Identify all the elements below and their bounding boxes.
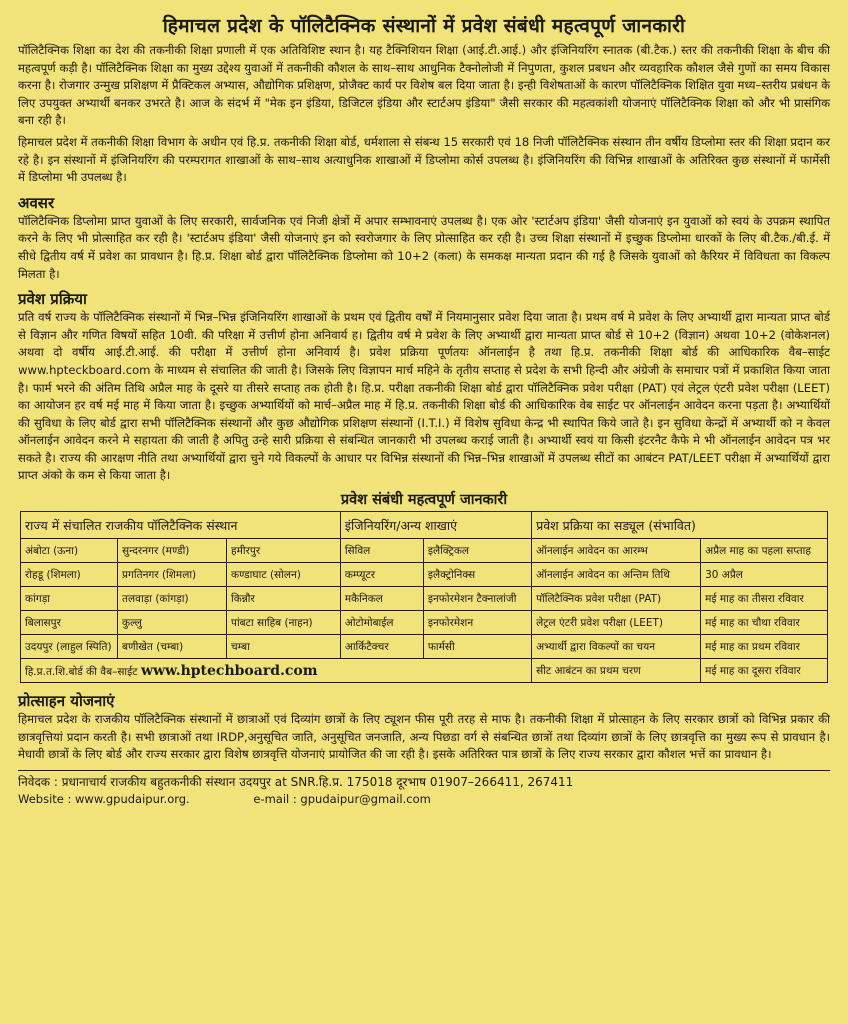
table-cell: कण्डाघाट (सोलन) xyxy=(227,563,341,587)
table-cell: ऑनलाईन आवेदन का आरम्भ xyxy=(532,539,701,563)
table-header-row xyxy=(21,512,828,539)
table-row xyxy=(21,587,828,611)
table-cell: इनफोरमेशन xyxy=(423,611,531,635)
footer-requester: निवेदक : प्रधानाचार्य राजकीय बहुतकनीकी संस्थान उदयपुर at SNR.हि.प्र. 175018 दूरभाष 01907–266411, 267411 xyxy=(18,774,574,789)
table-cell: मई माह का दूसरा रविवार xyxy=(701,659,828,683)
website-prefix: हि.प्र.त.शि.बोर्ड की वैब–साईट xyxy=(25,665,138,678)
board-website-link[interactable]: www.hptechboard.com xyxy=(140,662,318,679)
admission-paragraph: प्रति वर्ष राज्य के पॉलिटैक्निक संस्थानों में भिन्न–भिन्न इंजिनियरिंग शाखाओं के प्रथम एवं द्वितीय वर्षों में नियमानुसार प्रवेश दिया जाता है। प्रथम वर्ष मे प्रवेश के लिए अभ्यार्थी द्वारा मान्यता प्राप्त बोर्ड से विज्ञान और गणित विषयों सहित 10वी. की परिक्षा में उत्तीर्ण होना अनिवार्य ह। द्वितीय वर्ष मे प्रवेश के लिए अभ्यार्थी द्वारा मान्यता प्राप्त बोर्ड से 10+2 (विज्ञान) अथवा 10+2 (वोकेशनल) अथवा दो वर्षीय आई.टी.आई. की परीक्षा में उत्तीर्ण होना अनिवार्य है। प्रवेश प्रक्रिया पूर्णतयः ऑनलाईन है तथा हि.प्र. तकनीकी शिक्षा बोर्ड की आधिकारिक वैब–साईट www.hpteckboard.com के माध्यम से संचालित की जाती है। जिसके लिए विज्ञापन मार्च महिने के तृतीय सप्ताह से प्रदेश के सभी हिन्दी और अंग्रेजी के समाचार पत्रों में प्रकाशित किया जाता है। फार्म भरने की अंतिम तिथि अप्रैल माह के दूसरे या तीसरे सप्ताह तक होती है। हि.प्र. परीक्षा तकनीकी शिक्षा बोर्ड द्वारा पॉलिटैक्निक प्रवेश परीक्षा (PAT) एवं लेट्रल एंटरी प्रवेश परीक्षा (LEET) का आयोजन हर वर्ष मई माह में किया जाता है। इच्छुक अभ्यार्थियों को मार्च–अप्रैल माह में हि.प्र. तकनीकी शिक्षा बोर्ड की आधिकारिक वेब साईट पर ऑनलाईन आवेदन करना पड़ता है। अभ्यार्थियों की सुविधा के लिए बोर्ड द्वारा सभी पॉलिटैक्निक संस्थानों और कुछ औद्योगिक प्रशिक्षण संस्थानों (I.T.I.) में विशेष सुविधा केन्द्र भी स्थापित किये जाते है। इन सुविधा केन्द्रों में अभ्यार्थी को न केवल ऑनलाईन आवेदन करने मे सहायता की जाती है अपितु उन्हे सारी प्रक्रिया से संबन्धित जानकारी भी उपलब्ध कराई जाती है। अभ्यार्थी स्वयं या किसी इंटरनैट कैफे मे भी ऑनलाईन आवेदन पत्र भर सकते है। राज्य की आरक्षण नीति तथा अभ्यार्थियों द्वारा चुने गये विकल्पों के आधार पर विभिन्न संस्थानों की भिन्न–भिन्न शाखाओं में उपलब्ध सीटों का आबंटन PAT/LEET परीक्षा में अभ्यार्थियों द्वारा प्राप्त अंको के कम से किया जाता है। xyxy=(18,310,830,483)
table-cell: इलैक्ट्रिकल xyxy=(423,539,531,563)
table-cell: बणीखेत (चम्बा) xyxy=(118,635,227,659)
incentive-heading: प्रोत्साहन योजनाएं xyxy=(18,692,115,711)
table-cell: तलवाड़ा (कांगड़ा) xyxy=(118,587,227,611)
table-row xyxy=(21,539,828,563)
table-cell: ऑनलाईन आवेदन का अन्तिम तिथि xyxy=(532,563,701,587)
intro-paragraph-2: हिमाचल प्रदेश में तकनीकी शिक्षा विभाग के अधीन एवं हि.प्र. तकनीकी शिक्षा बोर्ड, धर्मशाला से संबन्ध 15 सरकारी एवं 18 निजी पॉलिटैक्निक संस्थान तीन वर्षीय डिप्लोमा स्तर की शिक्षा प्रदान कर रहे है। इन संस्थानों में इंजिनियरिंग की परम्परागत शाखाओं के साथ–साथ अत्याधुनिक शाखाओं में डिप्लोमा कोर्स उपलब्ध है। इंजिनियरिंग की विभिन्न शाखाओं के अतिरिक्त कुछ संस्थानों में फार्मेसी में डिप्लोमा भी उपलब्ध है। xyxy=(18,134,830,185)
table-cell: आर्किटैक्चर xyxy=(340,635,423,659)
table-row xyxy=(21,635,828,659)
footer-website[interactable]: Website : www.gpudaipur.org. xyxy=(18,791,190,806)
table-cell: लेट्रल एंटरी प्रवेश परीक्षा (LEET) xyxy=(532,611,701,635)
table-cell: सीट आबंटन का प्रथम चरण xyxy=(532,659,701,683)
table-cell: पांबटा साहिब (नाहन) xyxy=(227,611,341,635)
schedule-header: प्रवेश प्रक्रिया का सड्यूल (संभावित) xyxy=(532,512,828,539)
table-cell: अप्रैल माह का पहला सप्ताह xyxy=(701,539,828,563)
table-cell: कांगड़ा xyxy=(21,587,118,611)
institutes-header: राज्य में संचालित राजकीय पॉलिटैक्निक संस्थान xyxy=(21,512,341,539)
table-row xyxy=(21,659,828,683)
admission-heading: प्रवेश प्रक्रिया xyxy=(18,290,87,309)
opportunity-paragraph: पॉलिटैक्निक डिप्लोमा प्राप्त युवाओं के लिए सरकारी, सार्वजनिक एवं निजी क्षेत्रों में अपार सम्भावनाएं उपलब्ध है। एक ओर 'स्टार्टअप इंडिया' जैसी योजनाएं इन युवाओं को स्वयं के उपक्रम स्थापित करने के लिए भी प्रोत्साहित कर रही है। 'स्टार्टअप इंडिया' जैसी योजनाएं इन को स्वरोजगार के लिए प्रोत्साहित कर रही है। उच्च शिक्षा संस्थानों में इच्छुक डिप्लोमा धारकों के लिए बी.टैक./बी.ई. में सीधे द्वितीय वर्ष में प्रवेश का प्रावधान है। हि.प्र. शिक्षा बोर्ड द्वारा पॉलिटैक्निक डिप्लोमा को 10+2 (कला) के समकक्ष मान्यता प्रदान की गई है जिसके युवाओं को कैरियर में विविधता का विकल्प मिलता है। xyxy=(18,213,830,281)
footer-contacts xyxy=(18,791,830,808)
incentive-paragraph: हिमाचल प्रदेश के राजकीय पॉलिटैक्निक संस्थानों में छात्राओं एवं दिव्यांग छात्रों के लिए ट्यूशन फीस पूरी तरह से माफ है। तकनीकी शिक्षा में प्रोत्साहन के लिए सरकार छात्रों को विभिन्न प्रकार की छात्रवृत्तियां प्रदान करती है। सभी छात्राओं तथा IRDP,अनुसूचित जाति, अनुसूचित जनजाति, अन्य पिछडा वर्ग से संबन्धित छात्रों तथा दिव्यांग छात्रों के लिए छात्रवृत्ति का मुख्य रूप से प्रावधान है। मेधावी छात्रों के लिए बोर्ड और राज्य सरकार द्वारा विशेष छात्रवृत्ति योजनाएं प्रायोजित की जा रही है। इसके अतिरिक्त पात्र छात्रों के लिए राज्य सरकार द्वारा कौशल भत्तें का प्रावधान है। xyxy=(18,712,830,762)
table-cell: 30 अप्रैल xyxy=(701,563,828,587)
table-cell: बिलासपुर xyxy=(21,611,118,635)
table-cell: कम्प्यूटर xyxy=(340,563,423,587)
page-title: हिमाचल प्रदेश के पॉलिटैक्निक संस्थानों में प्रवेश संबंधी महत्वपूर्ण जानकारी xyxy=(162,15,686,37)
table-cell: हमीरपुर xyxy=(227,539,341,563)
branches-header: इंजिनियरिंग/अन्य शाखाएं xyxy=(340,512,531,539)
table-row xyxy=(21,611,828,635)
table-cell: किन्नौर xyxy=(227,587,341,611)
opportunity-heading: अवसर xyxy=(18,193,55,212)
table-cell: कुल्लु xyxy=(118,611,227,635)
table-cell: उदयपुर (लाहुल स्पिति) xyxy=(21,635,118,659)
footer-email[interactable]: e-mail : gpudaipur@gmail.com xyxy=(253,791,431,806)
table-cell: अंबोटा (ऊना) xyxy=(21,539,118,563)
table-cell: रोहडू (शिमला) xyxy=(21,563,118,587)
table-cell: इलैक्ट्रोनिक्स xyxy=(423,563,531,587)
table-cell: मई माह का प्रथम रविवार xyxy=(701,635,828,659)
table-cell: मई माह का चौथा रविवार xyxy=(701,611,828,635)
table-cell: इनफोरमेशन टैक्नालांजी xyxy=(423,587,531,611)
table-row xyxy=(21,563,828,587)
table-cell: प्रगतिनगर (शिमला) xyxy=(118,563,227,587)
table-cell: फार्मसी xyxy=(423,635,531,659)
table-cell: ओटोमोबाईल xyxy=(340,611,423,635)
table-cell: चम्बा xyxy=(227,635,341,659)
table-cell: पॉलिटैक्निक प्रवेश परीक्षा (PAT) xyxy=(532,587,701,611)
table-cell: मई माह का तीसरा रविवार xyxy=(701,587,828,611)
table-cell: सिविल xyxy=(340,539,423,563)
table-cell: मकैनिकल xyxy=(340,587,423,611)
website-cell xyxy=(21,659,532,683)
table-cell: सुन्दरनगर (मण्डी) xyxy=(118,539,227,563)
footer xyxy=(18,770,830,808)
intro-paragraph-1: पॉलिटैक्निक शिक्षा का देश की तकनीकी शिक्षा प्रणाली में एक अतिविशिष्ट स्थान है। यह टैक्निशियन शिक्षा (आई.टी.आई.) और इंजिनियरिंग स्नातक (बी.टैक.) स्तर की तकनीकी शिक्षा के बीच की महत्वपूर्ण कड़ी है। पॉलिटैक्निक शिक्षा का मुख्य उद्देश्य युवाओं में तकनीकी कौशल के साथ–साथ आधुनिक टैक्नोलोजी में निपुणता, कुशल प्रबधन और व्यवहारिक कौशल जैसे गुणों का समय विकास करना है। रोजगार उन्मुख प्रशिक्षण में प्रैक्टिकल अभ्यास, औद्योगिक प्रशिक्षण, प्रोजैक्ट कार्य पर विशेष बल दिया जाता है। इन्ही विशेषताओं के कारण पॉलिटैक्निक शिक्षित युवा मध्य–स्तरीय प्रबंधन के लिए उपयुक्त अभ्यार्थी बनकर उभरते है। आज के संदर्भ में "मेक इन इंडिया, डिजिटल इंडिया और स्टार्टअप इंडिया" जैसी सरकार की महत्वकांशी योजनाएं पॉलिटैक्निक शिक्षा को और भी प्रासंगिक बना रही है। xyxy=(18,43,830,128)
table-title: प्रवेश संबंधी महत्वपूर्ण जानकारी xyxy=(340,492,508,509)
admission-info-table xyxy=(20,511,828,683)
table-cell: अभ्यार्थी द्वारा विकल्पों का चयन xyxy=(532,635,701,659)
